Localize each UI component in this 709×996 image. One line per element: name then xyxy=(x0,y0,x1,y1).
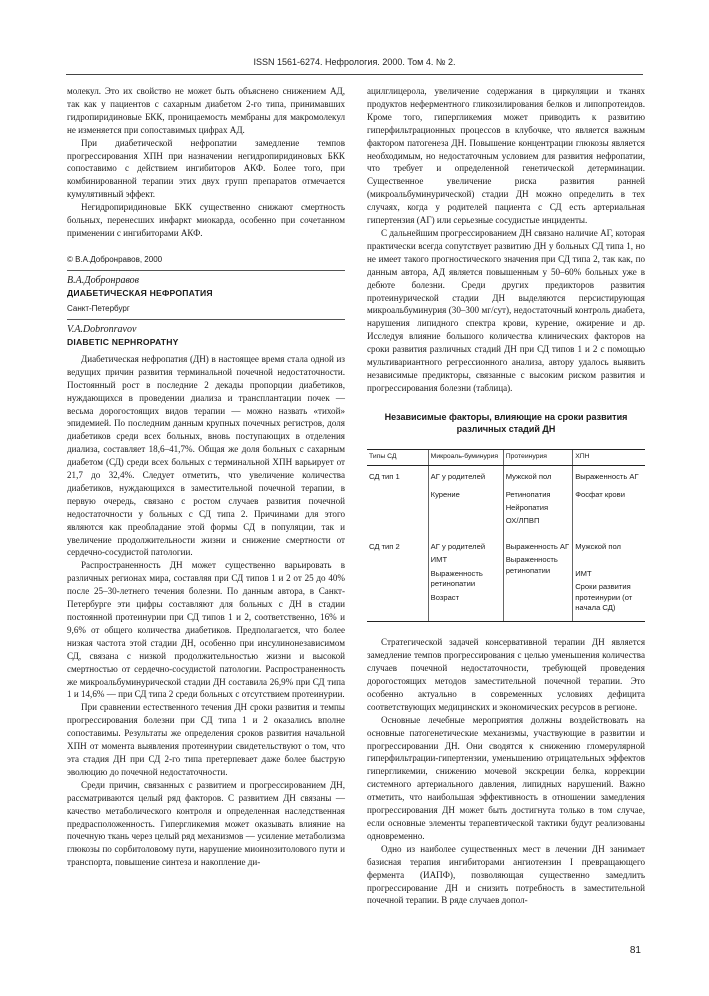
intro-paragraph-2: При диабетической нефропатии замедление темпов прогрессирования ХПН при назначении негидропиридиновых БКК сопоставимо с действием ингибиторов АКФ. Более того, при комбинированной терапии этих двух групп препаратов отмечается кумулятивный эффект. xyxy=(67,137,345,200)
table-header-row xyxy=(367,449,645,466)
city-ru: Санкт-Петербург xyxy=(67,303,130,313)
header-cell-ckd: ХПН xyxy=(573,449,645,466)
factors-table xyxy=(367,449,645,623)
table-cell-item: Ретинопатия xyxy=(505,489,551,499)
table-cell xyxy=(428,466,503,488)
right-paragraph-2: С дальнейшим прогрессированием ДН связано наличие АГ, которая практически всегда сопутствует развитию ДН у больных СД типа 1, но не имеет такого прогностического значения при СД типа 2, так как, по данным автора, АД является повышенным у 50–60% больных уже в дебюте болезни. Среди других предикторов развития протеинурической стадии ДН выделяются персистирующая микроальбуминурия (30–300 мг/сут), недостаточный контроль диабета, нарушения липидного спектра крови, курение, ожирение и др. Исследуя влияние большого количества клинических факторов на сроки развития различных стадий ДН при СД типов 1 и 2 с помощью мультивариантного регрессионного анализа, автору удалось выявить независимые предикторы, связанные с высоким риском развития и прогрессирования болезни (таблица). xyxy=(367,227,645,393)
left-column xyxy=(67,85,345,869)
right-paragraph-3: Стратегической задачей консервативной терапии ДН является замедление темпов прогрессирования с целью уменьшения количества случаев почечной недостаточности, требующей проведения дорогостоящих методов заместительной почечной терапии. Это особенно актуально в современных условиях дефицита соответствующих медицинских и экономических ресурсов в регионе. xyxy=(367,637,645,712)
table-cell-item: Выраженность АГ xyxy=(575,472,639,482)
table-cell-type xyxy=(367,488,428,532)
author-en: V.A.Dobronravov xyxy=(67,323,137,335)
table-cell-item xyxy=(575,555,643,565)
author-ru: В.А.Добронравов xyxy=(67,274,139,286)
header-cell-microalbuminuria: Микроаль-буминурия xyxy=(428,449,503,466)
table-cell-item: Мужской пол xyxy=(505,472,552,482)
right-column xyxy=(367,85,645,907)
page-number: 81 xyxy=(629,945,641,956)
body-paragraph-1: Диабетическая нефропатия (ДН) в настоящее время стала одной из ведущих причин развития терминальной почечной недостаточности. Постоянный рост в последние 2 декады пропорции диабетиков, нуждающихся в проведении диализа и трансплантации почек — весьма дорогостоящих видов терапии — можно назвать «тихой» эпидемией. По последним данным крупных почечных регистров, доля диабетиков среди всех больных, вновь поступающих в отделения диализа, составляет 18,6–41,7%. Общая же доля больных с сахарным диабетом (СД) среди всех больных с терминальной ХПН варьирует от 21,7 до 32,4%. Следует отметить, что увеличение количества диабетиков, нуждающихся в заместительной почечной терапии, в первую очередь, связано с ростом случаев развития почечной недостаточности у больных с СД типа 2. Причинами для этого являются как преобладание этой формы СД в популяции, так и увеличение продолжительности жизни и снижение смертности от сердечно-сосудистой патологии. xyxy=(67,353,345,558)
body-paragraph-4: Среди причин, связанных с развитием и прогрессированием ДН, рассматриваются целый ряд факторов. С развитием ДН связаны — качество метаболического контроля и определенная наследственная предрасположенность. Гипергликемия может оказывать влияние на почечную ткань через целый ряд механизмов — усиление метаболизма глюкозы по сорбитоловому пути, нарушение миоинозитолового пути и транспорта, повышение синтеза и накопление ди- xyxy=(67,779,345,868)
table-cell xyxy=(573,532,645,622)
table-cell xyxy=(503,532,573,622)
table-cell-item: Выраженность ретинопатии xyxy=(430,568,483,589)
copyright: © В.А.Добронравов, 2000 xyxy=(67,254,163,264)
table-cell-type: СД тип 2 xyxy=(367,532,428,622)
table-cell-item: Курение xyxy=(430,489,460,499)
table-cell-type: СД тип 1 xyxy=(369,472,400,482)
intro-paragraph-1: молекул. Это их свойство не может быть объяснено снижением АД, так как у пациентов с сахарным диабетом 2-го типа, принимавших гидропиридиновые БКК, проницаемость мембраны для макромолекул не изменяется при сопоставимых цифрах АД. xyxy=(67,86,345,135)
table-cell xyxy=(503,466,573,488)
intro-paragraph-3: Негидропиридиновые БКК существенно снижают смертность больных, перенесших инфаркт миокарда, особенно при сочетанном применении с ингибиторами АКФ. xyxy=(67,202,345,238)
table-cell-item: Выраженность ретинопатии xyxy=(505,555,558,575)
table-cell xyxy=(573,466,645,488)
separator xyxy=(67,319,345,320)
separator xyxy=(67,270,345,271)
right-paragraph-4: Основные лечебные мероприятия должны воздействовать на основные патогенетические механизмы, участвующие в развитии и прогрессировании ДН. Они сводятся к снижению гломерулярной гиперфильтрации-гипертензии, уменьшению отрицательных эффектов гипергликемии, снижению мочевой экскреции белка, коррекции системного артериального давления, липидных нарушений. Важно отметить, что наибольшая эффективность в отношении замедления прогрессирования ДН может быть достигнута только в том случае, если основные элементы терапевтической тактики будут реализованы одновременно. xyxy=(367,714,645,841)
body-paragraph-2: Распространенность ДН может существенно варьировать в различных регионах мира, составляя при СД типов 1 и 2 от 25 до 40% после 25–30-летнего течения болезни. По данным автора, в Санкт-Петербурге эти цифры составляют для больных с ДН в стадии постоянной протеинурии при СД типов 1 и 2, соответственно, 16% и 9,6% от общего количества диабетиков. Предполагается, что более низкая частота этой стадии ДН, особенно при инсулинонезависимом СД, связана с низкой продолжительностью жизни и высокой смертностью от сердечно-сосудистой патологии. Распространенность же микроальбуминурической стадии ДН составила 26,9% при СД типа 1 и 14,6% — при СД типа 2 среди больных с отсутствием протеинурии. xyxy=(67,560,345,700)
right-paragraph-5: Одно из наиболее существенных мест в лечении ДН занимает базисная терапия ингибиторами ангиотензин I превращающего фермента (ИАПФ), позволяющая существенно замедлить прогрессирование ДН и снизить потребность в заместительной почечной терапии. В ряде случаев допол- xyxy=(367,843,645,906)
article-title-ru: ДИАБЕТИЧЕСКАЯ НЕФРОПАТИЯ xyxy=(67,287,213,298)
header-rule xyxy=(66,74,643,75)
table-row xyxy=(367,466,645,488)
table-cell-item: ИМТ xyxy=(430,555,448,565)
header-cell-proteinuria: Протеинурия xyxy=(503,449,573,466)
table-cell xyxy=(503,488,573,532)
journal-header: ISSN 1561-6274. Нефрология. 2000. Том 4. № 2. xyxy=(253,57,456,67)
table-cell xyxy=(573,488,645,532)
table-cell-item: Мужской пол xyxy=(575,541,621,551)
header-cell-type: Типы СД xyxy=(367,449,428,466)
table-title: Независимые факторы, влияющие на сроки развития различных стадий ДН xyxy=(384,411,628,434)
right-paragraph-1: ацилглицерола, увеличение содержания в циркуляции и тканях продуктов неферментного гликозилирования белков и липопротеидов. Кроме того, гипергликемия может приводить к развитию гиперфильтрационных процессов в клубочке, что является важным фактором патогенеза ДН. Повышение концентрации глюкозы является необходимым, но недостаточным условием для развития нефропатии, что требует и определенной генетической детерминации. Существенное увеличение риска развития ранней (микроальбуминурической) стадии ДН можно определить в тех случаях, когда у родителей пациента с СД есть артериальная гипертензия (АГ) или серьезные сосудистые инциденты. xyxy=(367,86,645,226)
table-cell-item: Фосфат крови xyxy=(575,489,625,499)
table-cell-item: Возраст xyxy=(430,592,460,602)
body-paragraph-3: При сравнении естественного течения ДН сроки развития и темпы прогрессирования болезни при СД типа 1 и 2 оказались вполне сопоставимы. Результаты же определения сроков развития начальной ХПН от момента выявления протеинурии свидетельствуют о том, что эта стадия ДН при СД 2-го типа претерпевает даже более быструю эволюцию до почечной недостаточности. xyxy=(67,702,345,777)
table-cell-item: Нейропатия xyxy=(505,503,549,513)
table-cell xyxy=(428,488,503,532)
table-cell-item: Сроки развития протеинурии (от начала СД) xyxy=(575,582,633,612)
table-row xyxy=(367,532,645,622)
table-cell xyxy=(428,532,503,622)
table-body xyxy=(367,466,645,622)
table-cell-item: ОХ/ЛПВП xyxy=(505,516,540,526)
table-cell-item: Выраженность АГ xyxy=(505,541,570,551)
table-cell-item: АГ у родителей xyxy=(430,541,486,551)
table-cell-item: АГ у родителей xyxy=(430,472,486,482)
table-cell-item: ИМТ xyxy=(575,568,592,578)
article-title-en: DIABETIC NEPHROPATHY xyxy=(67,336,179,347)
table-row xyxy=(367,488,645,532)
